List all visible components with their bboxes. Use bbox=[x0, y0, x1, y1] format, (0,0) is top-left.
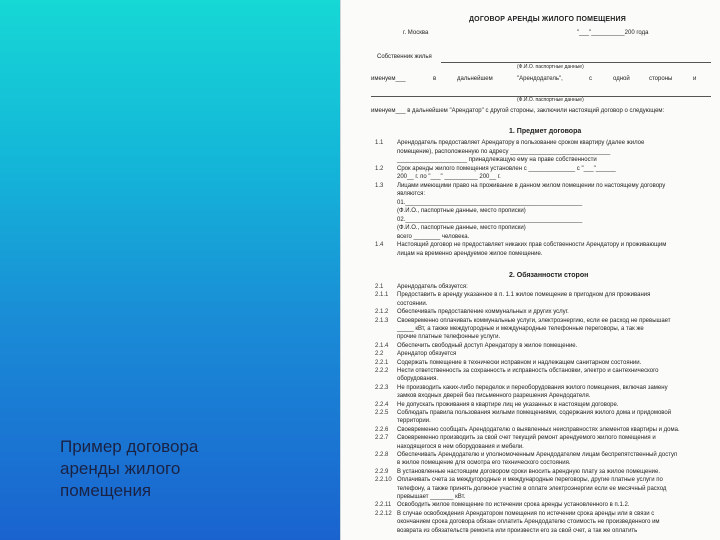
clause-number: 2.2.11 bbox=[375, 502, 392, 509]
clause-number: 2.2.7 bbox=[375, 435, 389, 442]
clause-number: 1.4 bbox=[375, 242, 384, 248]
clause-text: 02._____________________________________________________ bbox=[397, 216, 583, 223]
clause-text: Обеспечивать предоставление коммунальных и других услуг. bbox=[397, 309, 569, 316]
owner-fio-hint: (Ф.И.О. паспортные данные) bbox=[517, 64, 584, 70]
clause-number: 1.2 bbox=[375, 165, 384, 172]
clause-number: 1.1 bbox=[375, 140, 384, 146]
document-title: ДОГОВОР АРЕНДЫ ЖИЛОГО ПОМЕЩЕНИЯ bbox=[469, 16, 627, 23]
clause-number: 2.2.10 bbox=[375, 477, 392, 484]
clause-text: Освободить жилое помещение по истечении срока аренды установленного в п.1.2. bbox=[397, 502, 630, 509]
clause-text: всего ________ человека. bbox=[397, 233, 470, 240]
clause-number: 2.1.1 bbox=[375, 292, 389, 299]
clause-text: помещение), расположенную по адресу ______________________________ bbox=[397, 148, 611, 155]
clause-text: _____________________ принадлежащую ему на праве собственности bbox=[397, 157, 597, 163]
clause-text: находящегося в нем оборудования и мебели. bbox=[397, 443, 524, 450]
clause-text: (Ф.И.О., паспортные данные, место прописки) bbox=[397, 208, 526, 214]
row-name-5: с bbox=[589, 76, 592, 82]
owner-line bbox=[441, 62, 711, 63]
clause-number: 2.2.9 bbox=[375, 468, 389, 475]
clause-text: В случае освобождения Арендатором помещения по истечении срока аренды или в связи с bbox=[397, 510, 655, 517]
clause-text: _____ кВт, а также междугородные и международные телефонные переговоры, а так же bbox=[397, 326, 644, 332]
clause-number: 2.2.6 bbox=[375, 426, 389, 433]
row-name-tenant: именуем___ в дальнейшем "Арендатор" с другой стороны, заключили настоящий договор о следующем: bbox=[371, 108, 665, 114]
clause-number: 2.1.4 bbox=[375, 342, 389, 349]
slide-caption bbox=[60, 436, 240, 502]
row-name-8: и bbox=[693, 76, 697, 82]
clause-number: 2.1.3 bbox=[375, 317, 389, 324]
clause-text: Предоставить в аренду указанное в п. 1.1 жилое помещение в пригодном для проживания bbox=[397, 292, 651, 299]
clause-text: Обеспечить свободный доступ Арендатору в жилое помещение. bbox=[397, 342, 578, 349]
clause-text: Оплачивать счета за междугородные и международные переговоры, другие платные услуги по bbox=[397, 477, 663, 484]
owner-label: Собственник жилья bbox=[377, 54, 432, 60]
clause-text: прочие платные телефонные услуги. bbox=[397, 334, 501, 341]
clause-text: Не производить каких-либо переделок и переоборудования жилого помещения, включая замену bbox=[397, 384, 668, 391]
clause-number: 2.2.2 bbox=[375, 368, 389, 374]
row-name-6: одной bbox=[613, 76, 630, 82]
clause-text: 200__ г. по "___" __________ 200__ г. bbox=[397, 174, 501, 180]
clause-text: Не допускать проживания в квартире лиц не указанных в настоящем договоре. bbox=[397, 401, 619, 408]
row-name-7: стороны bbox=[649, 76, 673, 82]
clause-text: Арендодатель обязуется: bbox=[397, 284, 468, 290]
caption-line-1: Пример договора bbox=[60, 437, 199, 456]
row-name-4: "Арендодатель", bbox=[517, 76, 563, 82]
caption-line-3: помещения bbox=[60, 481, 152, 500]
clause-number: 2.2.4 bbox=[375, 401, 389, 408]
clause-text: Своевременно сообщать Арендодателю о выявленных неисправностях элементов квартиры и дома. bbox=[397, 426, 680, 433]
clause-text: Обеспечивать Арендодателю и уполномоченным Арендодателем лицам беспрепятственный доступ bbox=[397, 452, 678, 458]
clause-text: 01._____________________________________________________ bbox=[397, 199, 583, 206]
clause-text: состоянии. bbox=[397, 300, 428, 307]
clause-text: Нести ответственность за сохранность и исправность обстановки, электро и сантехнического bbox=[397, 368, 659, 374]
clause-text: территории. bbox=[397, 418, 431, 425]
tenant-fio-hint: (Ф.И.О. паспортные данные) bbox=[517, 97, 584, 103]
clause-text: Настоящий договор не предоставляет никаких прав собственности Арендатору и проживающим bbox=[397, 242, 667, 248]
clause-text: телефону, а также принять должное участие в оплате электроэнергии если ее месячный расход bbox=[397, 485, 667, 492]
clause-text: (Ф.И.О., паспортные данные, место прописки) bbox=[397, 225, 526, 231]
clause-number: 2.2.5 bbox=[375, 410, 389, 416]
clause-text: Арендодатель предоставляет Арендатору в пользование сроком квартиру (далее жилое bbox=[397, 140, 645, 146]
clause-number: 1.3 bbox=[375, 182, 384, 189]
clause-text: В установленные настоящим договором сроки вносить арендную плату за жилое помещение. bbox=[397, 468, 660, 475]
clause-text: Содержать помещение в технически исправном и надлежащем санитарном состоянии. bbox=[397, 359, 642, 366]
clause-text: Срок аренды жилого помещения установлен с ______________ с "___"______ bbox=[397, 165, 616, 172]
clause-number: 2.2.8 bbox=[375, 452, 389, 458]
clause-text: замков входных дверей без письменного разрешения Арендодателя. bbox=[397, 393, 591, 400]
clause-text: Соблюдать правила пользования жилыми помещениями, содержания жилого дома и придомовой bbox=[397, 410, 672, 416]
section-1-heading: 1. Предмет договора bbox=[509, 128, 582, 135]
clause-number: 2.1 bbox=[375, 284, 384, 290]
clause-text: являются: bbox=[397, 191, 426, 197]
clause-text: лицам на временно арендуемое жилое помещение. bbox=[397, 250, 543, 257]
clause-text: оборудования. bbox=[397, 376, 439, 383]
row-name-1: именуем___ bbox=[371, 76, 406, 82]
clause-number: 2.2.1 bbox=[375, 359, 389, 366]
clause-number: 2.2 bbox=[375, 351, 384, 358]
row-name-2: в bbox=[433, 76, 437, 82]
clause-number: 2.2.3 bbox=[375, 384, 389, 391]
clause-text: возврата из обязательств ремонта или произвести его за свой счет, а так же оплатить bbox=[397, 527, 638, 534]
clause-text: Своевременно производить за свой счет текущий ремонт арендуемого жилого помещения и bbox=[397, 435, 656, 442]
clause-number: 2.1.2 bbox=[375, 309, 389, 316]
document-date: "___"__________200 года bbox=[577, 30, 649, 36]
contract-document-image bbox=[340, 0, 720, 540]
clause-text: превышает _______ кВт. bbox=[397, 494, 466, 500]
section-2-heading: 2. Обязанности сторон bbox=[509, 272, 589, 279]
clause-text: окончанием срока договора обязан оплатить Арендодателю стоимость не произведенного им bbox=[397, 519, 660, 526]
caption-line-2: аренды жилого bbox=[60, 459, 181, 478]
document-city: г. Москва bbox=[403, 30, 429, 36]
clause-text: Арендатор обязуется bbox=[397, 351, 457, 358]
clause-text: Лицами имеющими право на проживание в данном жилом помещении по настоящему договору bbox=[397, 182, 666, 189]
clause-text: Своевременно оплачивать коммунальные услуги, электроэнергию, если ее расход не превышает bbox=[397, 317, 671, 324]
row-name-3: дальнейшем bbox=[457, 76, 493, 82]
clause-number: 2.2.12 bbox=[375, 510, 392, 517]
clause-text: в жилое помещение для осмотра его технического состояния. bbox=[397, 460, 571, 467]
